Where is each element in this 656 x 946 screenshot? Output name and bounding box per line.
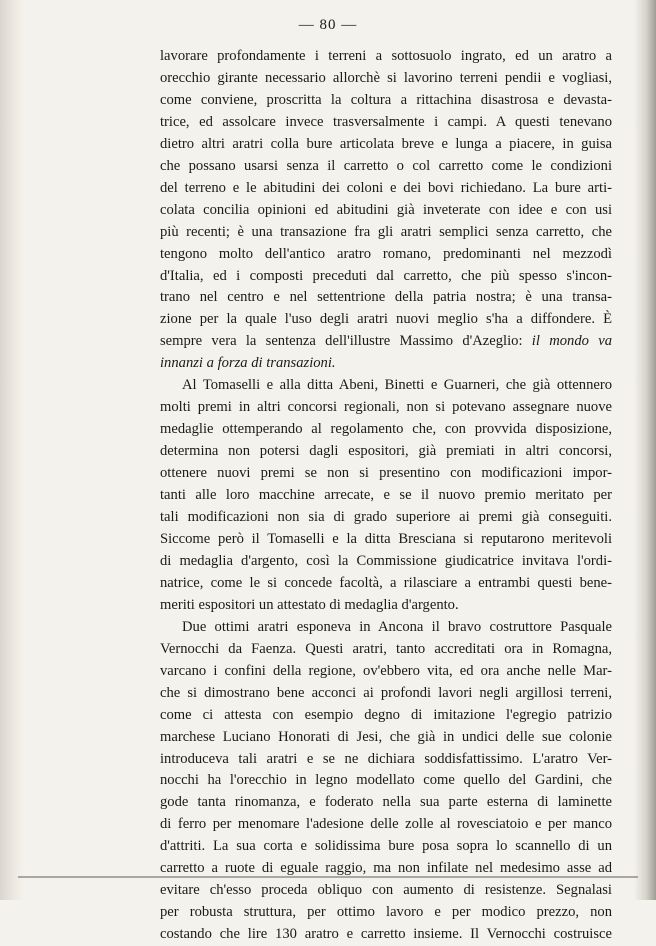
page-edge-shadow — [634, 0, 656, 900]
text-line: come conviene, proscritta la coltura a rittachina disastrosa e devasta- — [160, 91, 612, 108]
text-line: tengono molto dell'antico aratro romano, predominanti nel mezzodì — [160, 245, 612, 262]
text-line: orecchio girante necessario allorchè si lavorino terreni pendii e vogliasi, — [160, 69, 612, 86]
text-line: dietro altri aratri colla bure articolata breve e lunga a piacere, in guisa — [160, 135, 612, 152]
text-line: più recenti; è una transazione fra gli aratri semplici senza carretto, che — [160, 223, 612, 240]
paragraph-3 — [160, 617, 612, 946]
text-line: che si dimostrano bene acconci ai profondi lavori negli argillosi terreni, — [160, 684, 612, 701]
text-line: Al Tomaselli e alla ditta Abeni, Binetti e Guarneri, che già ottennero — [182, 377, 612, 394]
text-line-roman: sempre vera la sentenza dell'illustre Massimo d'Azeglio: — [160, 333, 523, 350]
text-line: d'attriti. La sua corta e solidissima bure posa sopra lo scannello di un — [160, 838, 612, 855]
text-line: nocchi ha l'orecchio in legno modellato come quello del Gardini, che — [160, 772, 612, 789]
text-line: medaglie ottemperando al regolamento che, con provvida disposizione, — [160, 421, 612, 438]
text-line: che possano usarsi senza il carretto o col carretto come le condizioni — [160, 157, 612, 174]
text-line: molti premi in altri concorsi regionali, non si potevano assegnare nuove — [160, 399, 612, 416]
text-line: come ci attesta con esempio degno di imitazione l'egregio patrizio — [160, 706, 612, 723]
text-line: ottenere nuovi premi se non si presentino con modificazioni impor- — [160, 465, 612, 482]
text-line: Siccome però il Tomaselli e la ditta Bresciana si reputarono meritevoli — [160, 530, 612, 547]
text-line — [160, 331, 612, 353]
text-line: varcano i confini della regione, ov'ebbero vita, ed ora anche nelle Mar- — [160, 662, 612, 679]
text-line: Due ottimi aratri esponeva in Ancona il bravo costruttore Pasquale — [182, 618, 612, 635]
text-line: costando che lire 130 aratro e carretto insieme. Il Vernocchi costruisce — [160, 926, 612, 943]
page-number: — 80 — — [298, 17, 358, 33]
paragraph-1 — [160, 46, 612, 375]
text-line: determina non potersi dagli espositori, già premiati in altri concorsi, — [160, 443, 612, 460]
text-line: tali modificazioni non sia di grado superiore ai premi già conseguiti. — [160, 509, 612, 526]
scan-bottom-edge — [18, 876, 638, 878]
text-line: trice, ed assolcare invece trasversalmente i campi. A questi tenevano — [160, 113, 612, 130]
text-line: d'Italia, ed i composti preceduti dal carretto, che più spesso s'incon- — [160, 267, 612, 284]
italic-quote-start: il mondo va — [531, 333, 612, 350]
text-line: trano nel centro e nel settentrione della patria nostra; è una transa- — [160, 289, 612, 306]
text-line: di ferro per menomare l'adesione delle zolle al rovesciatoio e per manco — [160, 816, 612, 833]
italic-quote-end: innanzi a forza di transazioni. — [160, 355, 336, 372]
text-line: introduceva tali aratri e se ne dichiara soddisfattissimo. L'aratro Ver- — [160, 750, 612, 767]
paragraph-2 — [160, 375, 612, 616]
text-line: di medaglia d'argento, così la Commissione giudicatrice invitava l'ordi- — [160, 552, 612, 569]
text-line: natrice, come le si concede facoltà, a rilasciare a entrambi questi bene- — [160, 574, 612, 591]
text-line: per robusta struttura, per ottimo lavoro e per modico prezzo, non — [160, 904, 612, 921]
text-line: zione per la quale l'uso degli aratri nuovi meglio s'ha a diffondere. È — [160, 311, 612, 328]
text-line: evitare ch'esso proceda obliquo con aumento di resistenze. Segnalasi — [160, 882, 612, 899]
text-line — [160, 353, 612, 375]
text-line: meriti espositori un attestato di medaglia d'argento. — [160, 596, 459, 613]
text-line: gode tanta rinomanza, e foderato nella sua parte esterna di laminette — [160, 794, 612, 811]
text-line: lavorare profondamente i terreni a sottosuolo ingrato, ed un aratro a — [160, 48, 612, 64]
text-line: del terreno e le abitudini dei coloni e dei bovi richiedano. La bure arti- — [160, 179, 612, 196]
body-text — [160, 46, 612, 946]
text-line: colata concilia opinioni ed abitudini già inveterate con idee e con usi — [160, 201, 612, 218]
text-line: marchese Luciano Honorati di Jesi, che già in undici delle sue colonie — [160, 728, 612, 745]
page-gutter-shadow — [0, 0, 24, 900]
text-line: Vernocchi da Faenza. Questi aratri, tanto accreditati ora in Romagna, — [160, 640, 612, 657]
text-line: tanti alle loro macchine arrecate, e se il nuovo premio meritato per — [160, 487, 612, 504]
text-line: carretto a ruote di eguale raggio, ma non infilate nel medesimo asse ad — [160, 860, 612, 877]
